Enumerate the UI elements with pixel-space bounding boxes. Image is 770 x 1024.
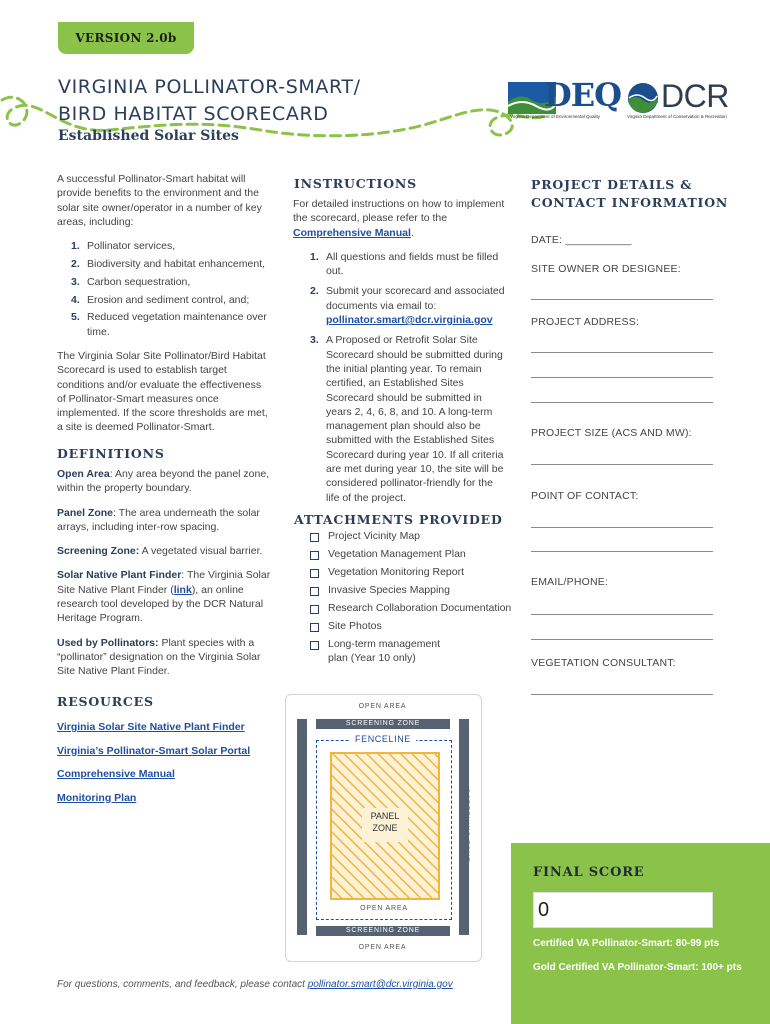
definitions-heading: DEFINITIONS [57, 446, 165, 461]
list-item: 2. Biodiversity and habitat enhancement, [71, 257, 266, 270]
point-of-contact-field-1[interactable] [531, 526, 713, 528]
title-line-1: VIRGINIA POLLINATOR-SMART/ [58, 76, 361, 98]
attachment-checkbox-site-photos[interactable]: Site Photos [310, 620, 515, 634]
diagram-screening-bottom: SCREENING ZONE [316, 926, 450, 936]
project-address-label: PROJECT ADDRESS: [531, 316, 640, 328]
checkbox-icon[interactable] [310, 605, 319, 614]
footer-note: For questions, comments, and feedback, please contact pollinator.smart@dcr.virginia.gov [57, 979, 453, 990]
deq-logo-caption: Virginia Department of Environmental Quality [510, 114, 600, 119]
def-native-plant-finder: Solar Native Plant Finder: The Virginia Solar Site Native Plant Finder (link), an online research tool developed by the DCR Natural Heritage Program. [57, 569, 271, 625]
vegetation-consultant-label: VEGETATION CONSULTANT: [531, 657, 676, 669]
version-badge: VERSION 2.0b [58, 22, 194, 54]
point-of-contact-field-2[interactable] [531, 550, 713, 552]
def-open-area: Open Area: Any area beyond the panel zone, within the property boundary. [57, 468, 270, 495]
project-details-heading: PROJECT DETAILS & CONTACT INFORMATION [531, 177, 729, 210]
dcr-logo-text: DCR [661, 78, 729, 114]
instructions-list [293, 250, 505, 505]
intro-section [57, 172, 270, 435]
title-line-2: BIRD HABITAT SCORECARD [58, 103, 329, 125]
native-plant-finder-link[interactable]: link [173, 583, 192, 596]
intro-text: A successful Pollinator-Smart habitat will provide benefits to the environment and the solar site owner/operator in a number of key areas, including: [57, 173, 262, 228]
resource-link-monitoring-plan[interactable]: Monitoring Plan [57, 791, 137, 804]
list-item: 4. Erosion and sediment control, and; [71, 293, 250, 306]
checkbox-icon[interactable] [310, 587, 319, 596]
def-panel-zone: Panel Zone: The area underneath the solar arrays, including inter-row spacing. [57, 506, 260, 533]
project-address-field-3[interactable] [531, 401, 713, 403]
checkbox-icon[interactable] [310, 623, 319, 632]
certified-threshold: Certified VA Pollinator-Smart: 80-99 pts [533, 938, 720, 949]
def-screening-zone: Screening Zone: A vegetated visual barrier. [57, 545, 263, 558]
attachment-checkbox-invasive-species[interactable]: Invasive Species Mapping [310, 584, 515, 598]
project-address-field-2[interactable] [531, 376, 713, 378]
diagram-panel-label: PANEL ZONE [370, 811, 400, 833]
list-item: 3. Carbon sequestration, [71, 275, 191, 288]
list-item: 3. A Proposed or Retrofit Solar Site Scorecard should be submitted during the initial planting year. To remain certified, an Established Sites Scorecard should be submitted in years 2, 4, 6, 8, and 10. A long-term management plan should also be submitted with the Established Sites Scorecard during year 10. If all criteria are met during year 10, the site will be considered pollinator-friendly for the life of the project. [310, 334, 504, 504]
resource-link-solar-portal[interactable]: Virginia’s Pollinator-Smart Solar Portal [57, 744, 251, 757]
final-score-field[interactable]: 0 [533, 892, 713, 928]
page-title [58, 74, 361, 128]
diagram-open-area-bottom: OPEN AREA [358, 944, 407, 951]
deq-logo [508, 76, 622, 126]
resource-link-comprehensive-manual[interactable]: Comprehensive Manual [57, 768, 175, 780]
instructions-heading: INSTRUCTIONS [294, 176, 417, 191]
submission-email-link[interactable]: pollinator.smart@dcr.virginia.gov [326, 314, 493, 327]
diagram-screening-left-label: SCREENING ZONE [298, 788, 306, 863]
attachments-checklist [310, 530, 515, 670]
diagram-open-area-top: OPEN AREA [358, 703, 407, 710]
dcr-logo [627, 80, 737, 124]
instructions-intro: For detailed instructions on how to implement the scorecard, please refer to the Comprehensive Manual. [293, 198, 505, 239]
attachment-checkbox-veg-management[interactable]: Vegetation Management Plan [310, 548, 515, 562]
benefits-list [57, 239, 270, 339]
diagram-fenceline-label: FENCELINE [350, 734, 416, 744]
point-of-contact-label: POINT OF CONTACT: [531, 490, 639, 502]
site-owner-field[interactable] [531, 298, 713, 300]
list-item: 1. Pollinator services, [71, 240, 176, 253]
definitions-section [57, 467, 272, 679]
attachments-heading: ATTACHMENTS PROVIDED [294, 512, 503, 527]
list-item: 2. Submit your scorecard and associated documents via email to: pollinator.smart@dcr.virginia.gov [310, 285, 505, 327]
site-owner-label: SITE OWNER OR DESIGNEE: [531, 263, 681, 275]
checkbox-icon[interactable] [310, 551, 319, 560]
checkbox-icon[interactable] [310, 641, 319, 650]
diagram-open-area-inner: OPEN AREA [360, 905, 408, 912]
email-phone-label: EMAIL/PHONE: [531, 576, 609, 588]
attachment-checkbox-research[interactable]: Research Collaboration Documentation [310, 602, 515, 616]
resource-link-native-plant-finder[interactable]: Virginia Solar Site Native Plant Finder [57, 721, 245, 733]
deq-logo-text: DEQ [544, 76, 622, 114]
project-size-label: PROJECT SIZE (ACS AND MW): [531, 427, 692, 439]
intro-text-2: The Virginia Solar Site Pollinator/Bird Habitat Scorecard is used to establish target conditions and/or evaluate the effectiveness of Pollinator-Smart measures once implemented. If the score thresholds are met, a site is deemed Pollinator-Smart. [57, 349, 268, 434]
attachment-checkbox-long-term-plan[interactable]: Long-term management plan (Year 10 only) [310, 638, 515, 665]
gold-threshold: Gold Certified VA Pollinator-Smart: 100+ pts [533, 962, 742, 973]
attachment-checkbox-vicinity-map[interactable]: Project Vicinity Map [310, 530, 515, 544]
dcr-logo-caption: Virginia Department of Conservation & Recreation [627, 114, 727, 119]
resources-links [57, 716, 250, 810]
vegetation-consultant-field[interactable] [531, 693, 713, 695]
date-field[interactable]: DATE: ___________ [531, 234, 632, 246]
checkbox-icon[interactable] [310, 569, 319, 578]
final-score-heading: FINAL SCORE [533, 865, 645, 880]
resources-heading: RESOURCES [57, 694, 154, 709]
def-used-by-pollinators: Used by Pollinators: Plant species with a “pollinator” designation on the Virginia Solar Site Native Plant Finder. [57, 636, 261, 678]
instructions-section [293, 197, 505, 508]
list-item: 5. Reduced vegetation maintenance over time. [71, 311, 267, 338]
email-phone-field-1[interactable] [531, 613, 713, 615]
checkbox-icon[interactable] [310, 533, 319, 542]
project-address-field-1[interactable] [531, 351, 713, 353]
diagram-screening-top: SCREENING ZONE [316, 719, 450, 729]
dcr-logo-mark [627, 82, 659, 114]
comprehensive-manual-link[interactable]: Comprehensive Manual [293, 226, 411, 239]
page-subtitle: Established Solar Sites [58, 128, 239, 144]
project-size-field[interactable] [531, 463, 713, 465]
diagram-screening-right-label: SCREENING ZONE [462, 788, 470, 863]
footer-email-link[interactable]: pollinator.smart@dcr.virginia.gov [307, 979, 453, 990]
email-phone-field-2[interactable] [531, 638, 713, 640]
attachment-checkbox-veg-monitoring[interactable]: Vegetation Monitoring Report [310, 566, 515, 580]
list-item: 1. All questions and fields must be filled out. [310, 250, 499, 278]
